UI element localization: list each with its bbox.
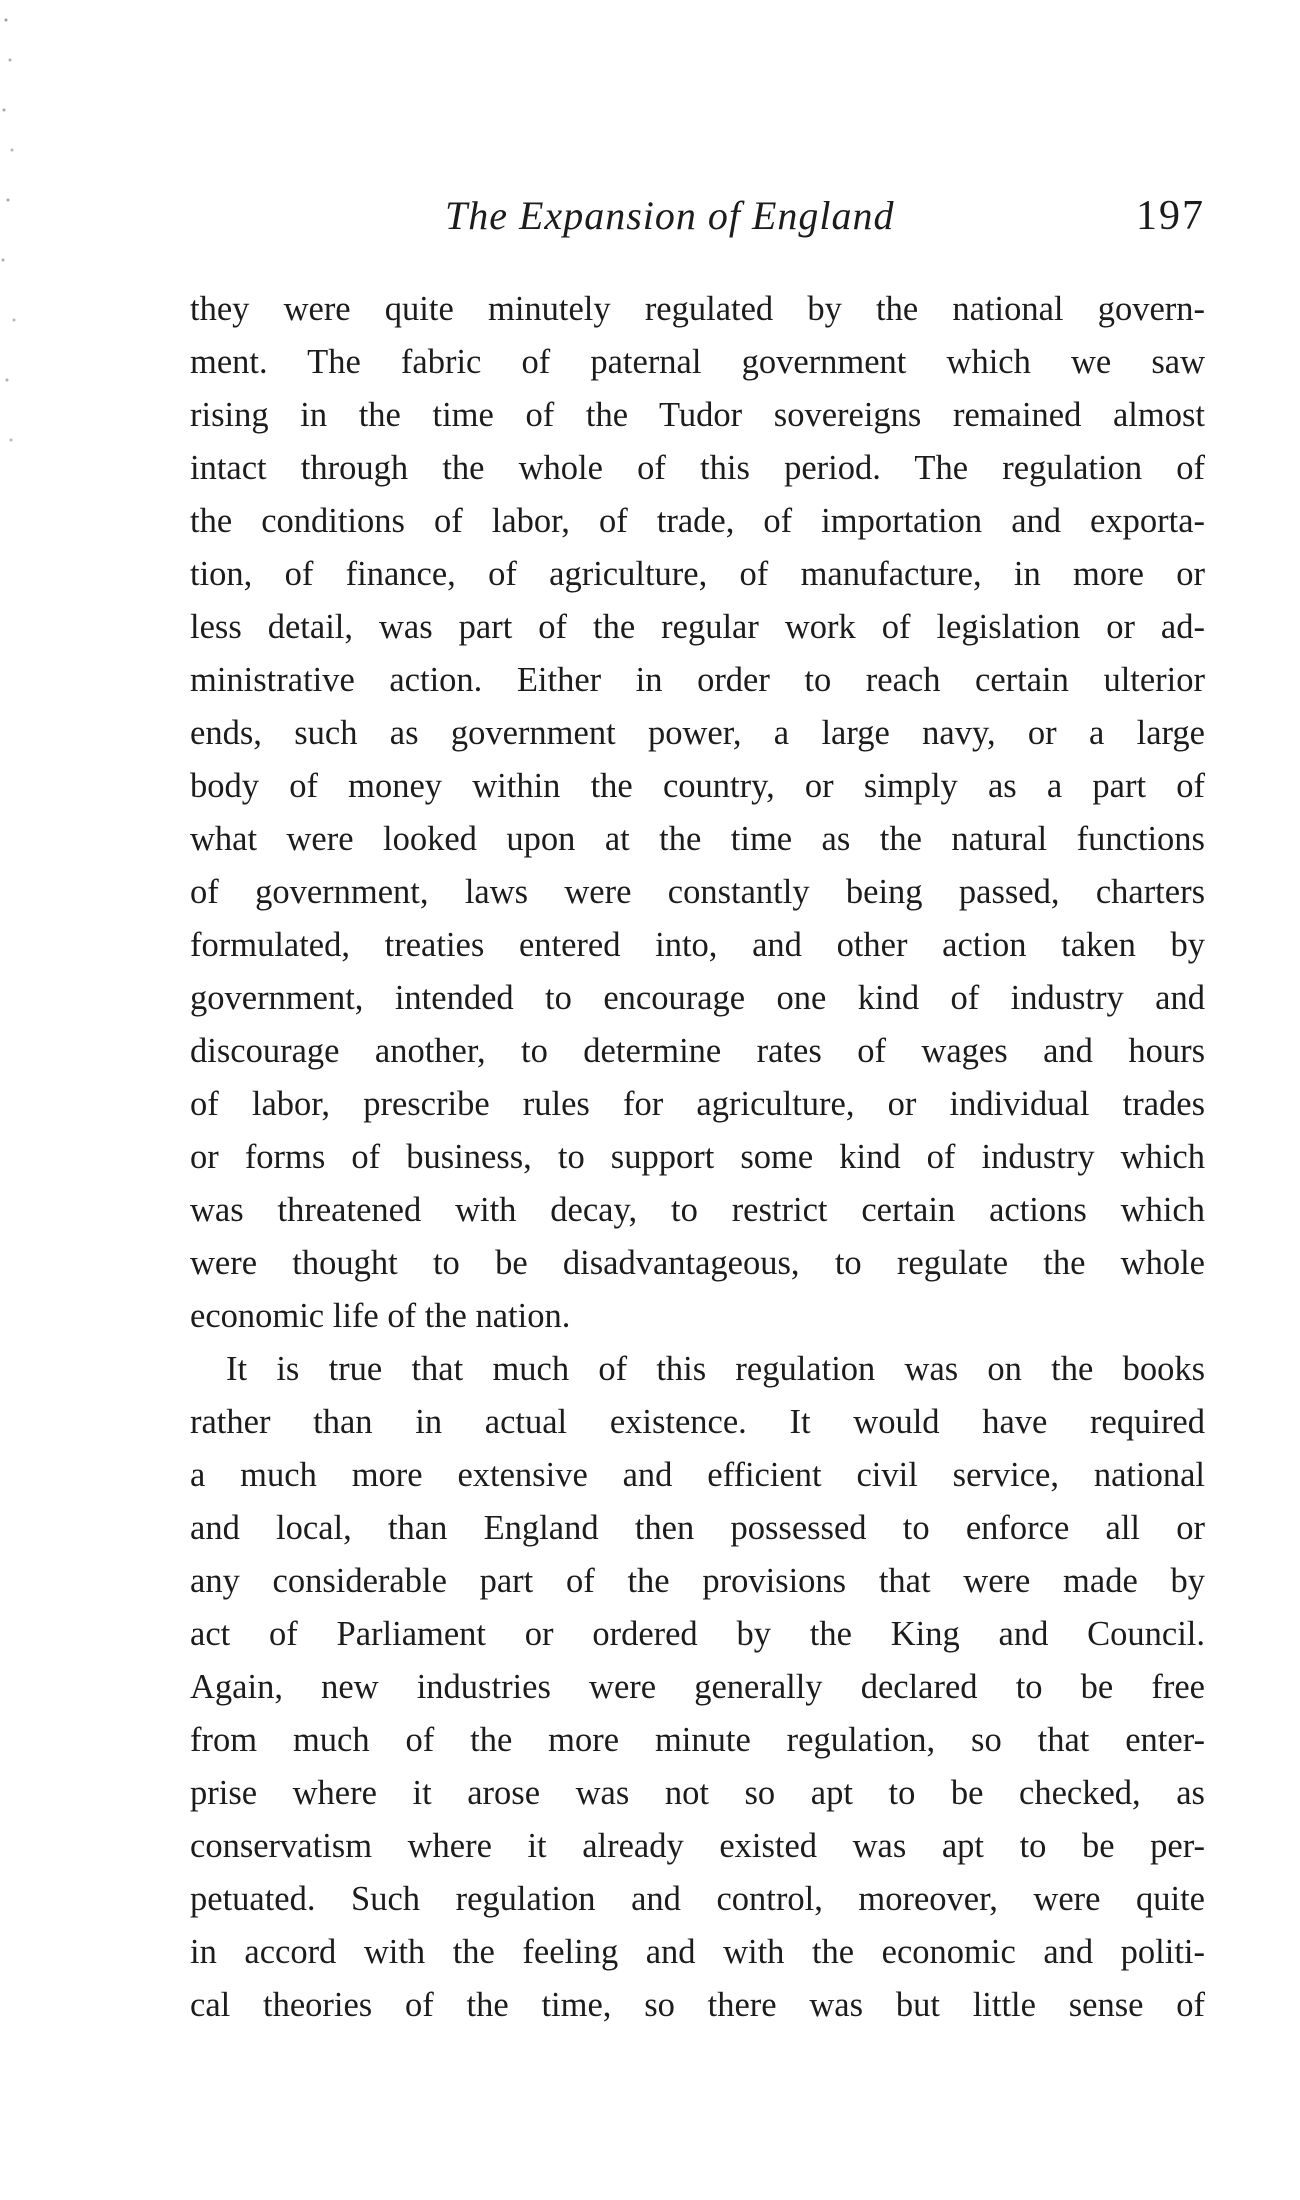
- text-line: discourage another, to determine rates of wages and hours: [190, 1032, 1205, 1070]
- text-line: ministrative action. Either in order to reach certain ulterior: [190, 661, 1205, 699]
- page-number: 197: [1136, 193, 1205, 239]
- text-line: ment. The fabric of paternal government which we saw: [190, 343, 1205, 381]
- margin-speckle-decoration: [0, 0, 42, 520]
- text-line: the conditions of labor, of trade, of importation and exporta-: [190, 502, 1205, 540]
- running-title: The Expansion of England: [445, 193, 895, 238]
- text-line: were thought to be disadvantageous, to regulate the whole: [190, 1244, 1205, 1282]
- text-line: a much more extensive and efficient civil service, national: [190, 1456, 1205, 1494]
- text-line: tion, of finance, of agriculture, of manufacture, in more or: [190, 555, 1205, 593]
- text-line: rather than in actual existence. It would have required: [190, 1403, 1205, 1441]
- text-line: or forms of business, to support some kind of industry which: [190, 1138, 1205, 1176]
- text-line: act of Parliament or ordered by the King and Council.: [190, 1615, 1205, 1653]
- page-header: [190, 192, 1205, 252]
- text-line: cal theories of the time, so there was but little sense of: [190, 1986, 1205, 2024]
- text-line: economic life of the nation.: [190, 1297, 571, 1335]
- text-line: from much of the more minute regulation, so that enter-: [190, 1721, 1205, 1759]
- text-line: they were quite minutely regulated by the national govern-: [190, 290, 1205, 328]
- text-line: in accord with the feeling and with the economic and politi-: [190, 1933, 1205, 1971]
- text-line: of government, laws were constantly being passed, charters: [190, 873, 1205, 911]
- text-line: what were looked upon at the time as the natural functions: [190, 820, 1205, 858]
- text-line: prise where it arose was not so apt to be checked, as: [190, 1774, 1205, 1812]
- text-line: of labor, prescribe rules for agriculture, or individual trades: [190, 1085, 1205, 1123]
- text-line: petuated. Such regulation and control, moreover, were quite: [190, 1880, 1205, 1918]
- text-line: intact through the whole of this period. The regulation of: [190, 449, 1205, 487]
- text-line: and local, than England then possessed to enforce all or: [190, 1509, 1205, 1547]
- text-line: any considerable part of the provisions that were made by: [190, 1562, 1205, 1600]
- text-line: rising in the time of the Tudor sovereigns remained almost: [190, 396, 1205, 434]
- text-line: government, intended to encourage one kind of industry and: [190, 979, 1205, 1017]
- text-line: formulated, treaties entered into, and other action taken by: [190, 926, 1205, 964]
- text-line: body of money within the country, or simply as a part of: [190, 767, 1205, 805]
- text-line: was threatened with decay, to restrict certain actions which: [190, 1191, 1205, 1229]
- text-line: It is true that much of this regulation was on the books: [226, 1350, 1205, 1388]
- text-line: Again, new industries were generally declared to be free: [190, 1668, 1205, 1706]
- text-line: conservatism where it already existed was apt to be per-: [190, 1827, 1205, 1865]
- body-text: [190, 283, 1205, 2032]
- text-line: less detail, was part of the regular work of legislation or ad-: [190, 608, 1205, 646]
- text-line: ends, such as government power, a large navy, or a large: [190, 714, 1205, 752]
